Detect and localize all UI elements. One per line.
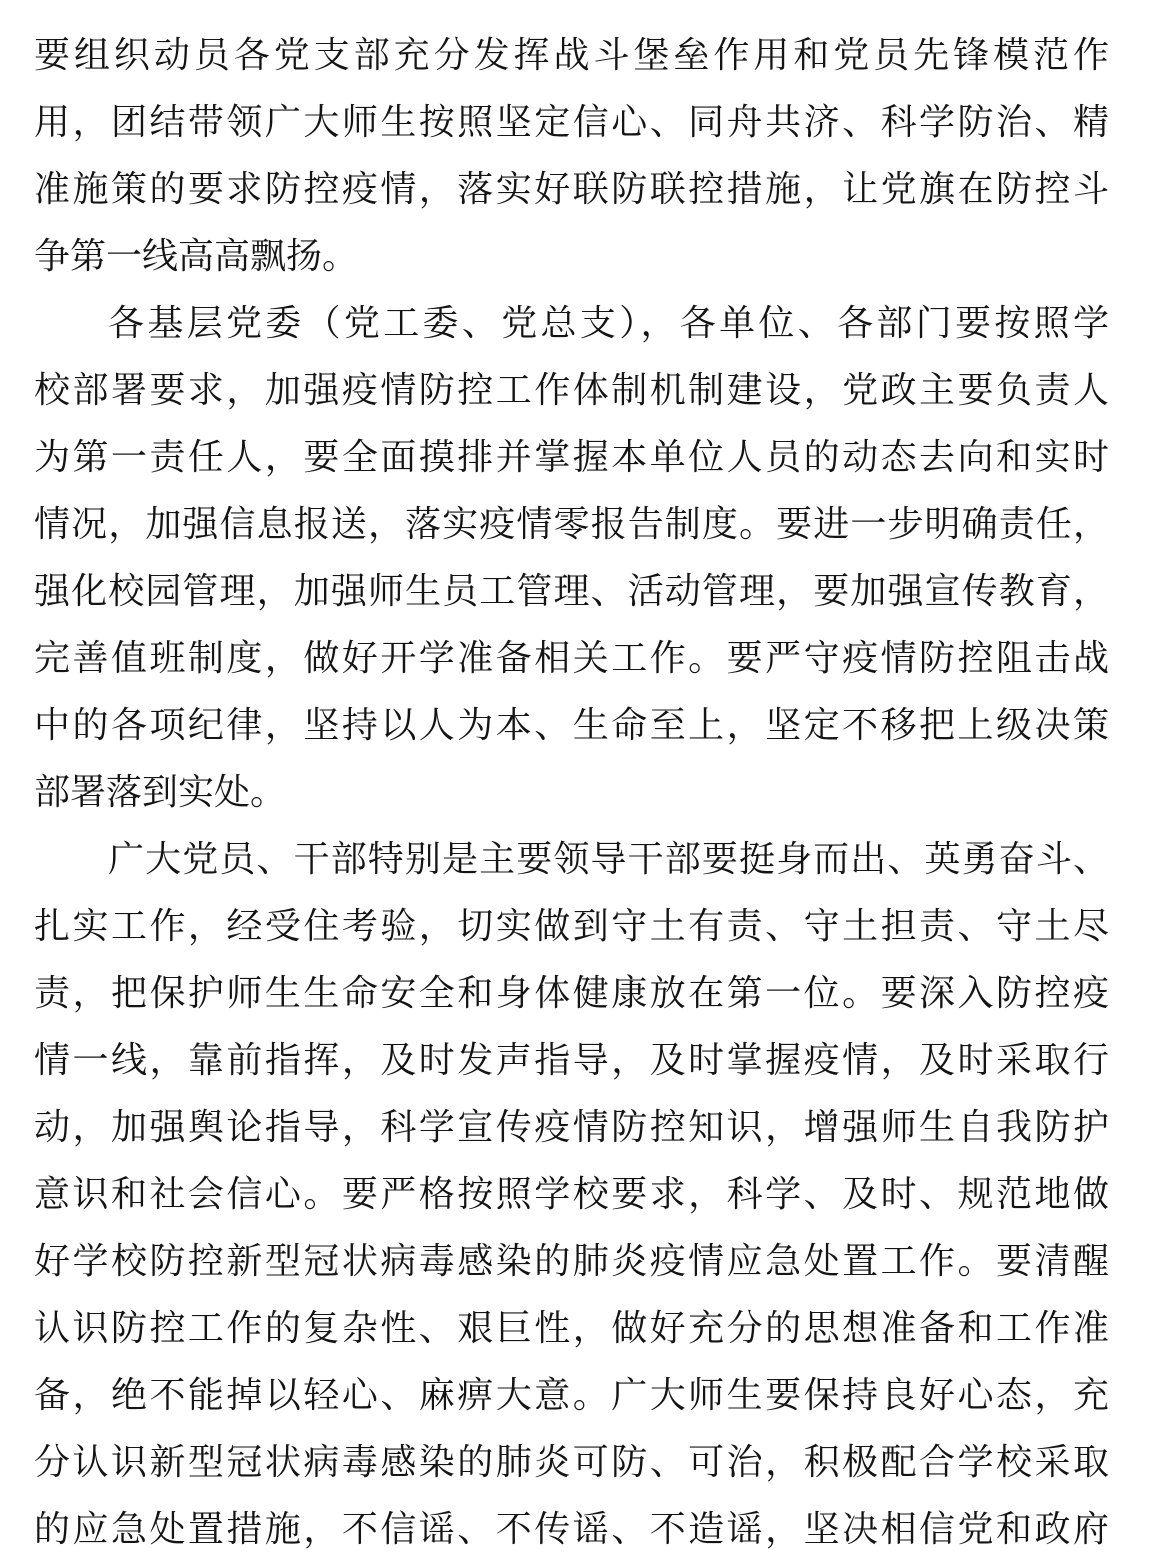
text-line: 情一线，靠前指挥，及时发声指导，及时掌握疫情，及时采取行 (34, 1040, 1109, 1081)
text-line: 好学校防控新型冠状病毒感染的肺炎疫情应急处置工作。要清醒 (34, 1241, 1109, 1282)
paragraph-first-line: 广大党员、干部特别是主要领导干部要挺身而出、英勇奋斗、 (108, 839, 1109, 880)
text-line: 用，团结带领广大师生按照坚定信心、同舟共济、科学防治、精 (34, 102, 1109, 143)
text-line: 校部署要求，加强疫情防控工作体制机制建设，党政主要负责人 (34, 370, 1109, 411)
text-line: 备，绝不能掉以轻心、麻痹大意。广大师生要保持良好心态，充 (34, 1375, 1109, 1416)
text-line: 部署落到实处。 (34, 772, 287, 813)
text-line: 要组织动员各党支部充分发挥战斗堡垒作用和党员先锋模范作 (34, 35, 1109, 76)
text-line: 的应急处置措施，不信谣、不传谣、不造谣，坚决相信党和政府 (34, 1509, 1109, 1550)
text-line: 中的各项纪律，坚持以人为本、生命至上，坚定不移把上级决策 (34, 705, 1109, 746)
paragraph-first-line: 各基层党委（党工委、党总支），各单位、各部门要按照学 (108, 303, 1109, 344)
text-line: 强化校园管理，加强师生员工管理、活动管理，要加强宣传教育， (34, 571, 1109, 612)
text-line: 准施策的要求防控疫情，落实好联防联控措施，让党旗在防控斗 (34, 169, 1109, 210)
text-line: 认识防控工作的复杂性、艰巨性，做好充分的思想准备和工作准 (34, 1308, 1109, 1349)
text-line: 动，加强舆论指导，科学宣传疫情防控知识，增强师生自我防护 (34, 1107, 1109, 1148)
text-line: 责，把保护师生生命安全和身体健康放在第一位。要深入防控疫 (34, 973, 1109, 1014)
text-line: 完善值班制度，做好开学准备相关工作。要严守疫情防控阻击战 (34, 638, 1109, 679)
text-line: 扎实工作，经受住考验，切实做到守土有责、守土担责、守土尽 (34, 906, 1109, 947)
text-line: 意识和社会信心。要严格按照学校要求，科学、及时、规范地做 (34, 1174, 1109, 1215)
text-line: 情况，加强信息报送，落实疫情零报告制度。要进一步明确责任， (34, 504, 1109, 545)
text-line: 为第一责任人，要全面摸排并掌握本单位人员的动态去向和实时 (34, 437, 1109, 478)
text-line: 争第一线高高飘扬。 (34, 236, 359, 277)
text-line: 分认识新型冠状病毒感染的肺炎可防、可治，积极配合学校采取 (34, 1442, 1109, 1483)
